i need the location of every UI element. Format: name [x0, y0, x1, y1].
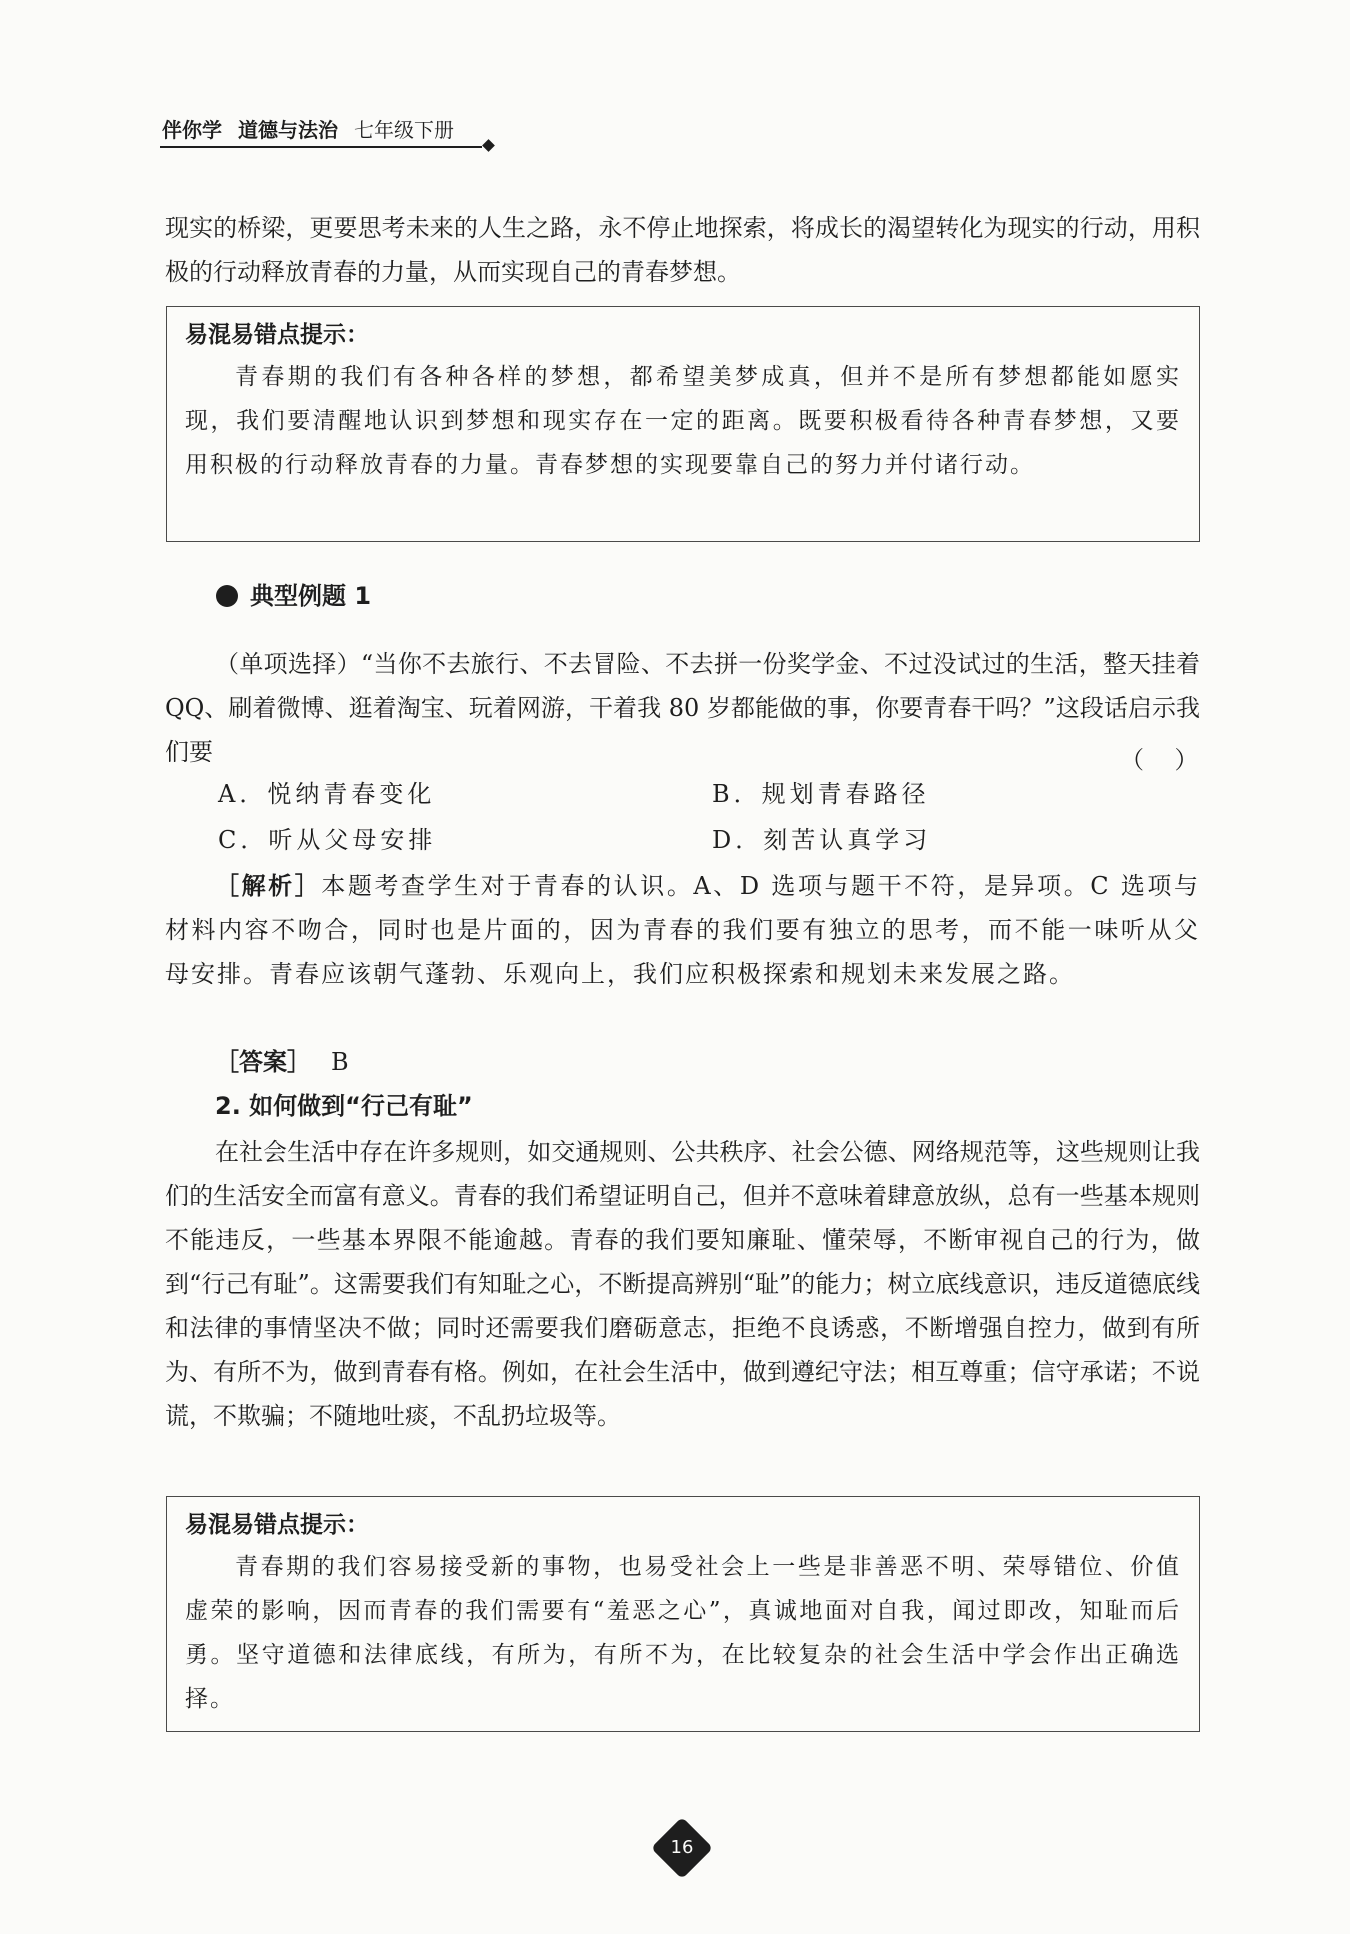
- header-rule: [160, 146, 482, 148]
- section-2-heading: 2. 如何做到“行己有耻”: [215, 1092, 473, 1120]
- header-diamond-icon: [482, 139, 495, 152]
- analysis-text: 本题考查学生对于青春的认识。A、D 选项与题干不符，是异项。C 选项与材料内容不吻合，同时也是片面的，因为青春的我们要有独立的思考，而不能一味听从父母安排。青春应该朝气蓬勃、乐观向上，我们应积极探索和规划未来发展之路。: [165, 872, 1200, 988]
- option-c: C．听从父母安排: [218, 826, 437, 854]
- answer-line: [215, 1040, 349, 1084]
- section-2-body: 在社会生活中存在许多规则，如交通规则、公共秩序、社会公德、网络规范等，这些规则让我们的生活安全而富有意义。青春的我们希望证明自己，但并不意味着肆意放纵，总有一些基本规则不能违反，一些基本界限不能逾越。青春的我们要知廉耻、懂荣辱，不断审视自己的行为，做到“行己有耻”。这需要我们有知耻之心，不断提高辨别“耻”的能力；树立底线意识，违反道德底线和法律的事情坚决不做；同时还需要我们磨砺意志，拒绝不良诱惑，不断增强自控力，做到有所为、有所不为，做到青春有格。例如，在社会生活中，做到遵纪守法；相互尊重；信守承诺；不说谎，不欺骗；不随地吐痰，不乱扔垃圾等。: [165, 1138, 1200, 1430]
- analysis-paragraph: [165, 864, 1200, 996]
- option-b: B．规划青春路径: [712, 780, 930, 808]
- example-question: （单项选择）“当你不去旅行、不去冒险、不去拼一份奖学金、不过没试过的生活，整天挂着 QQ、刷着微博、逛着淘宝、玩着网游，干着我 80 岁都能做的事，你要青春干吗？”这段话启示我们要: [165, 650, 1200, 766]
- intro-paragraph: 现实的桥梁，更要思考未来的人生之路，永不停止地探索，将成长的渴望转化为现实的行动，用积极的行动释放青春的力量，从而实现自己的青春梦想。: [165, 214, 1200, 286]
- option-a: A．悦纳青春变化: [218, 780, 436, 808]
- answer-blank: （ ）: [1120, 746, 1199, 774]
- tip-box-1: [166, 306, 1200, 542]
- tip-box-2-body: 青春期的我们容易接受新的事物，也易受社会上一些是非善恶不明、荣辱错位、价值虚荣的影响，因而青春的我们需要有“羞恶之心”，真诚地面对自我，闻过即改，知耻而后勇。坚守道德和法律底线，有所为，有所不为，在比较复杂的社会生活中学会作出正确选择。: [185, 1554, 1181, 1712]
- example-heading-text: 典型例题 1: [250, 582, 372, 610]
- tip-box-1-body: 青春期的我们有各种各样的梦想，都希望美梦成真，但并不是所有梦想都能如愿实现，我们要清醒地认识到梦想和现实存在一定的距离。既要积极看待各种青春梦想，又要用积极的行动释放青春的力量。青春梦想的实现要靠自己的努力并付诸行动。: [185, 364, 1181, 478]
- option-d: D．刻苦认真学习: [712, 826, 932, 854]
- series-name: 伴你学: [162, 118, 222, 142]
- page-number-badge: [651, 1817, 713, 1879]
- grade-label: 七年级下册: [354, 118, 454, 142]
- bullet-icon: [216, 585, 238, 607]
- running-header: [162, 116, 454, 144]
- tip-box-2: [166, 1496, 1200, 1732]
- example-heading: [216, 576, 371, 616]
- tip-box-1-title: 易混易错点提示：: [185, 322, 369, 348]
- tip-box-2-title: 易混易错点提示：: [185, 1512, 369, 1538]
- page-number: 16: [670, 1837, 694, 1858]
- answer-label: ［答案］: [215, 1048, 311, 1076]
- analysis-label: ［解析］: [215, 872, 322, 900]
- subject-name: 道德与法治: [238, 118, 338, 142]
- answer-value: B: [331, 1048, 349, 1076]
